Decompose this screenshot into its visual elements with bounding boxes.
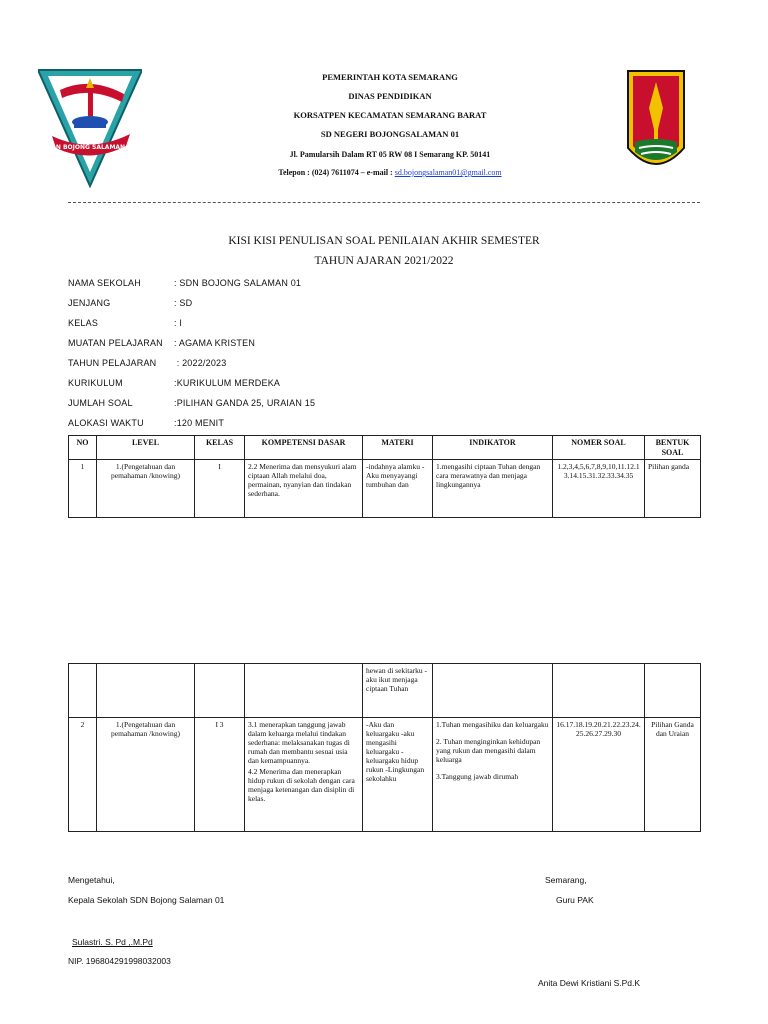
cell-level: 1.(Pengetahuan dan pemahaman /knowing)	[97, 718, 195, 832]
kd-item: 3.1 menerapkan tanggung jawab dalam keluarga melalui tindakan sederhana: melaksanakan tugas di rumah dan membantu sesuai usia dan kemampuannya.	[248, 720, 350, 765]
principal-name: Sulastri. S. Pd ,.M.Pd	[72, 937, 153, 947]
cell-bentuk-soal: Pilihan ganda	[645, 460, 701, 518]
letterhead-contact	[160, 168, 620, 177]
cell-no	[69, 664, 97, 718]
cell-materi: -indahnya alamku -Aku menyayangi tumbuhan dan	[363, 460, 433, 518]
letterhead-line-3: KORSATPEN KECAMATAN SEMARANG BARAT	[293, 110, 487, 120]
info-value: : 2022/2023	[174, 358, 227, 368]
cell-indikator: 1.mengasihi ciptaan Tuhan dengan cara merawatnya dan menjaga lingkungannya	[433, 460, 553, 518]
cell-nomer-soal: 16.17.18.19.20.21.22.23.24.25.26.27.29.30	[553, 718, 645, 832]
info-value: :PILIHAN GANDA 25, URAIAN 15	[174, 398, 316, 408]
info-row	[68, 278, 301, 288]
phone-text: Telepon : (024) 7611074 – e-mail :	[278, 168, 395, 177]
kisi-table-continued	[68, 663, 701, 832]
cell-level	[97, 664, 195, 718]
cell-bentuk-soal	[645, 664, 701, 718]
email-link[interactable]: sd.bojongsalaman01@gmail.com	[394, 168, 502, 177]
info-row	[68, 298, 192, 308]
info-row	[68, 358, 226, 368]
kd-item: 4.2 Menerima dan menerapkan hidup rukun di sekolah dengan cara menjaga ketenangan dan disiplin di kelas.	[248, 767, 355, 803]
place-label: Semarang,	[545, 875, 587, 885]
document-subtitle: TAHUN AJARAN 2021/2022	[314, 255, 454, 267]
header-bentuk-soal: BENTUK SOAL	[645, 436, 701, 460]
header-indikator: INDIKATOR	[433, 436, 553, 460]
info-row	[68, 318, 182, 328]
cell-nomer-soal: 1.2,3,4,5,6,7,8,9,10,11.12.13.14.15.31.32.33.34.35	[553, 460, 645, 518]
acknowledged-label: Mengetahui,	[68, 875, 115, 885]
kisi-table	[68, 435, 701, 518]
indikator-item: 1.Tuhan mengasihiku dan keluargaku	[436, 720, 549, 729]
table-header-row	[69, 436, 701, 460]
header-level: LEVEL	[97, 436, 195, 460]
cell-indikator	[433, 664, 553, 718]
cell-no: 2	[69, 718, 97, 832]
info-value: :120 MENIT	[174, 418, 225, 428]
indikator-item: 2. Tuhan menginginkan kehidupan yang rukun dan mengasihi dalam keluarga	[436, 737, 541, 764]
principal-title: Kepala Sekolah SDN Bojong Salaman 01	[68, 895, 225, 905]
cell-kelas: I 3	[195, 718, 245, 832]
header-kompetensi-dasar: KOMPETENSI DASAR	[245, 436, 363, 460]
letterhead-line-2: DINAS PENDIDIKAN	[348, 91, 432, 101]
cell-no: 1	[69, 460, 97, 518]
info-row	[68, 418, 224, 428]
principal-nip: NIP. 196804291998032003	[68, 956, 171, 966]
info-value: : I	[174, 318, 183, 328]
cell-kompetensi-dasar	[245, 664, 363, 718]
info-value: :KURIKULUM MERDEKA	[174, 378, 281, 388]
table-row	[69, 718, 701, 832]
letterhead-line-4: SD NEGERI BOJONGSALAMAN 01	[320, 129, 460, 139]
info-row	[68, 338, 255, 348]
document-title: KISI KISI PENULISAN SOAL PENILAIAN AKHIR SEMESTER	[228, 235, 540, 247]
info-label: MUATAN PELAJARAN	[68, 338, 163, 348]
header-nomer-soal: NOMER SOAL	[553, 436, 645, 460]
header-no: NO	[69, 436, 97, 460]
svg-text:SD N BOJONG SALAMAN 01: SD N BOJONG SALAMAN 01	[44, 144, 136, 151]
table-row	[69, 664, 701, 718]
table-row	[69, 460, 701, 518]
info-label: JENJANG	[68, 298, 111, 308]
letterhead-address: Jl. Pamularsih Dalam RT 05 RW 08 I Semarang KP. 50141	[289, 150, 491, 159]
cell-materi: hewan di sekitarku -aku ikut menjaga ciptaan Tuhan	[363, 664, 433, 718]
info-row	[68, 378, 280, 388]
info-label: ALOKASI WAKTU	[68, 418, 144, 428]
city-coat-of-arms	[625, 68, 687, 186]
info-label: JUMLAH SOAL	[68, 398, 133, 408]
letterhead-divider	[68, 202, 700, 203]
cell-kelas: I	[195, 460, 245, 518]
info-label: TAHUN PELAJARAN	[68, 358, 157, 368]
info-row	[68, 398, 315, 408]
info-value: : AGAMA KRISTEN	[174, 338, 256, 348]
cell-nomer-soal	[553, 664, 645, 718]
cell-kelas	[195, 664, 245, 718]
cell-indikator	[433, 718, 553, 832]
header-kelas: KELAS	[195, 436, 245, 460]
teacher-name: Anita Dewi Kristiani S.Pd.K	[538, 978, 641, 988]
info-value: : SDN BOJONG SALAMAN 01	[174, 278, 302, 288]
letterhead-line-1: PEMERINTAH KOTA SEMARANG	[322, 72, 458, 82]
cell-kompetensi-dasar	[245, 718, 363, 832]
info-label: KURIKULUM	[68, 378, 123, 388]
indikator-item: 3.Tanggung jawab dirumah	[436, 772, 519, 781]
teacher-title: Guru PAK	[556, 895, 594, 905]
cell-level: 1.(Pengetahuan dan pemahaman /knowing)	[97, 460, 195, 518]
cell-materi: -Aku dan keluargaku -aku mengasihi keluargaku -keluargaku hidup rukun -Lingkungan sekolahku	[363, 718, 433, 832]
info-label: KELAS	[68, 318, 99, 328]
info-label: NAMA SEKOLAH	[68, 278, 141, 288]
info-value: : SD	[174, 298, 193, 308]
header-materi: MATERI	[363, 436, 433, 460]
cell-kompetensi-dasar: 2.2 Menerima dan mensyukuri alam ciptaan Allah melalui doa, permainan, nyanyian dan tindakan sederhana.	[245, 460, 363, 518]
cell-bentuk-soal: Pilihan Ganda dan Uraian	[645, 718, 701, 832]
school-logo	[38, 68, 142, 188]
